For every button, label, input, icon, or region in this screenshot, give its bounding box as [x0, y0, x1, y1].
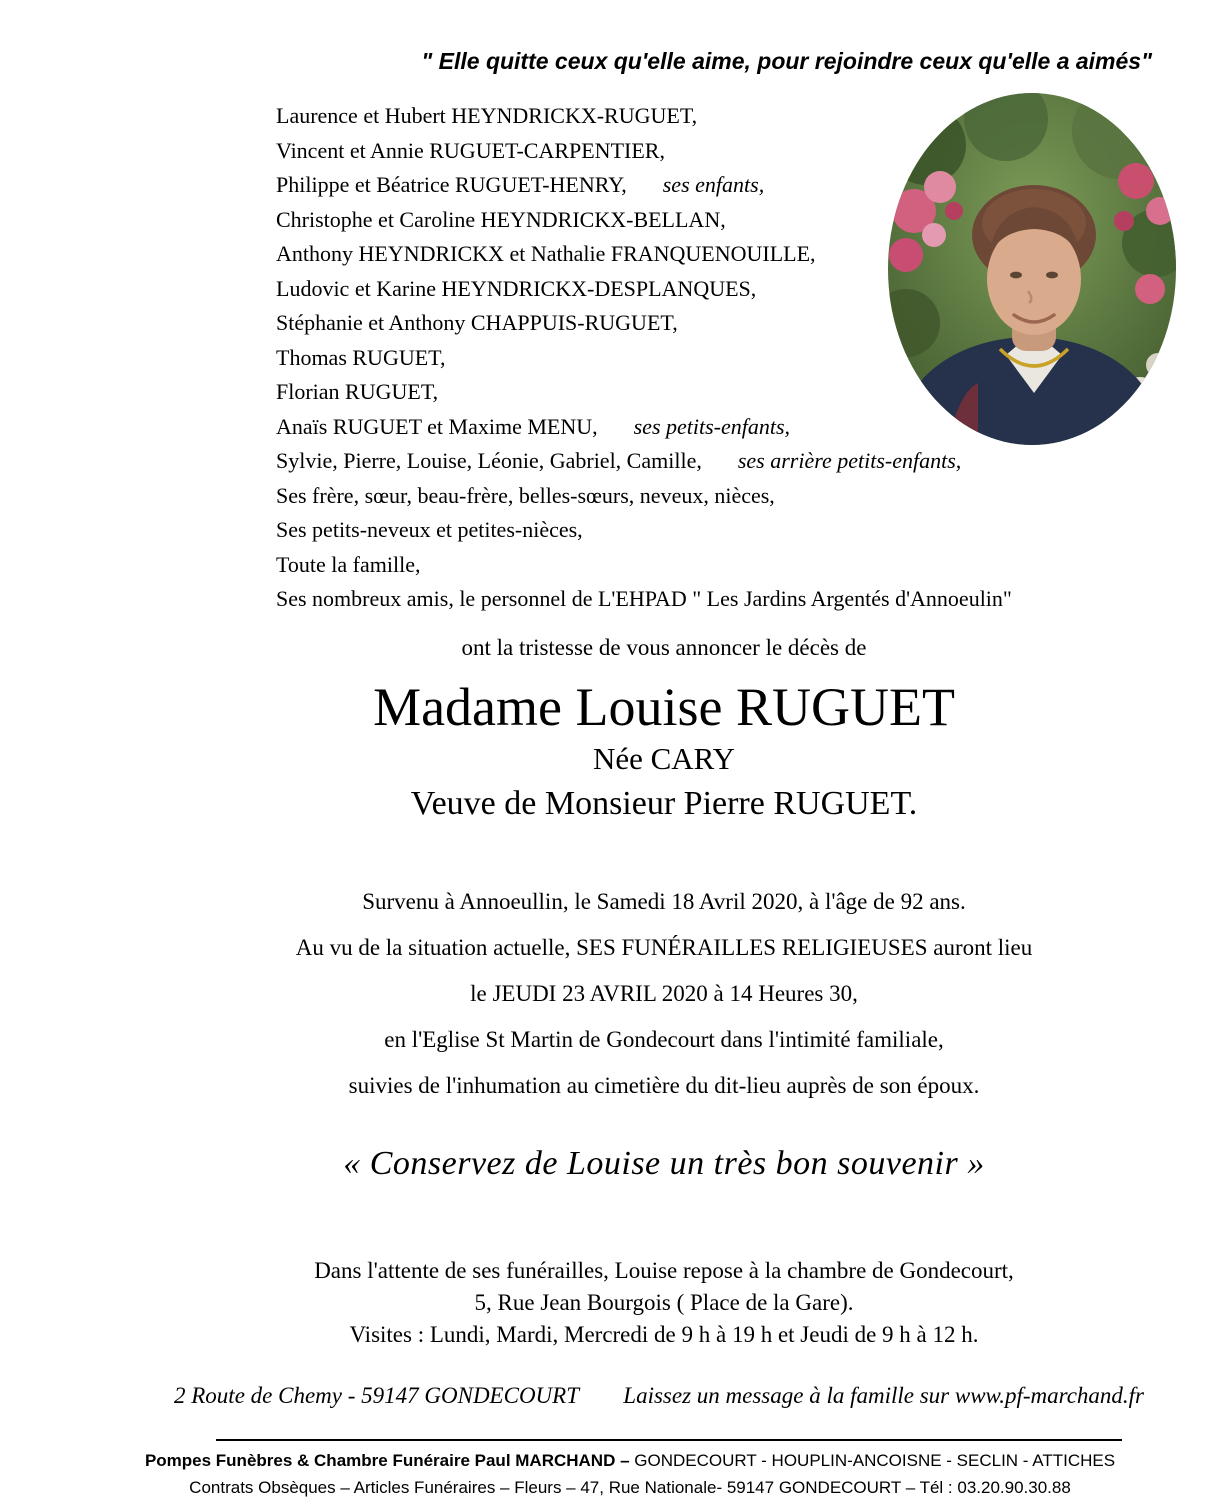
family-names: Sylvie, Pierre, Louise, Léonie, Gabriel, Camille, — [276, 448, 702, 473]
family-line — [276, 552, 1214, 587]
family-names: Anthony HEYNDRICKX et Nathalie FRANQUENOUILLE, — [276, 241, 816, 266]
widow-line: Veuve de Monsieur Pierre RUGUET. — [410, 785, 918, 823]
family-names: Ses nombreux amis, le personnel de L'EHPAD " Les Jardins Argentés d'Annoeulin" — [276, 586, 1012, 611]
footer-divider — [216, 1439, 1122, 1441]
footer — [80, 1451, 1180, 1498]
family-names: Vincent et Annie RUGUET-CARPENTIER, — [276, 137, 665, 163]
family-names: Laurence et Hubert HEYNDRICKX-RUGUET, — [276, 103, 698, 128]
epitaph-quote: " Elle quitte ceux qu'elle aime, pour rejoindre ceux qu'elle a aimés" — [421, 48, 1152, 74]
family-names: Philippe et Béatrice RUGUET-HENRY, — [276, 172, 627, 197]
family-names: Ses petits-neveux et petites-nièces, — [276, 517, 583, 542]
detail-line: Au vu de la situation actuelle, SES FUNÉRAILLES RELIGIEUSES auront lieu — [295, 935, 1033, 961]
family-names: Thomas RUGUET, — [276, 344, 446, 370]
family-names: Toute la famille, — [276, 551, 421, 577]
funeral-home-address: 2 Route de Chemy - 59147 GONDECOURT — [174, 1383, 580, 1409]
portrait-photo-illustration — [888, 93, 1176, 445]
family-names: Florian RUGUET, — [276, 379, 439, 404]
family-line — [276, 448, 1214, 483]
funeral-details — [114, 879, 1214, 1109]
footer-services-line: Contrats Obsèques – Articles Funéraires – Fleurs – 47, Rue Nationale- 59147 GONDECOURT – Tél : 03.20.90.30.88 — [189, 1478, 1071, 1498]
relation-label: ses petits-enfants, — [633, 413, 791, 439]
detail-line: le JEUDI 23 AVRIL 2020 à 14 Heures 30, — [470, 981, 858, 1007]
footer-company-line — [80, 1451, 1180, 1471]
main-announcement — [114, 635, 1214, 1352]
visitation-line: Visites : Lundi, Mardi, Mercredi de 9 h à 19 h et Jeudi de 9 h à 12 h. — [349, 1322, 979, 1348]
family-names: Ludovic et Karine HEYNDRICKX-DESPLANQUES, — [276, 275, 757, 301]
portrait-photo — [888, 93, 1176, 445]
family-names: Ses frère, sœur, beau-frère, belles-sœurs, neveux, nièces, — [276, 482, 775, 508]
family-line — [276, 483, 1214, 518]
announcement-line: ont la tristesse de vous annoncer le décès de — [461, 634, 867, 660]
relation-label: ses arrière petits-enfants, — [737, 448, 962, 473]
family-line — [276, 517, 1214, 552]
family-names: Stéphanie et Anthony CHAPPUIS-RUGUET, — [276, 310, 678, 335]
detail-line: Survenu à Annoeullin, le Samedi 18 Avril 2020, à l'âge de 92 ans. — [362, 889, 966, 915]
family-names: Christophe et Caroline HEYNDRICKX-BELLAN, — [276, 206, 726, 232]
website-message-line: Laissez un message à la famille sur www.pf-marchand.fr — [623, 1383, 1144, 1409]
footer-company-name: Pompes Funèbres & Chambre Funéraire Paul MARCHAND – — [144, 1451, 630, 1471]
address-row — [174, 1383, 1144, 1409]
deceased-name: Madame Louise RUGUET — [373, 676, 955, 737]
relation-label: ses enfants, — [662, 172, 765, 197]
detail-line: suivies de l'inhumation au cimetière du dit-lieu auprès de son époux. — [348, 1073, 980, 1099]
memory-quote: « Conservez de Louise un très bon souvenir » — [343, 1145, 985, 1183]
visitation-line: 5, Rue Jean Bourgois ( Place de la Gare). — [474, 1290, 854, 1316]
visitation-info — [114, 1255, 1214, 1351]
footer-locations: GONDECOURT - HOUPLIN-ANCOISNE - SECLIN - ATTICHES — [629, 1451, 1116, 1471]
family-names: Anaïs RUGUET et Maxime MENU, — [276, 413, 598, 439]
visitation-line: Dans l'attente de ses funérailles, Louise repose à la chambre de Gondecourt, — [314, 1258, 1014, 1284]
family-line — [276, 586, 1214, 621]
maiden-name: Née CARY — [592, 741, 736, 777]
detail-line: en l'Eglise St Martin de Gondecourt dans l'intimité familiale, — [384, 1027, 944, 1053]
